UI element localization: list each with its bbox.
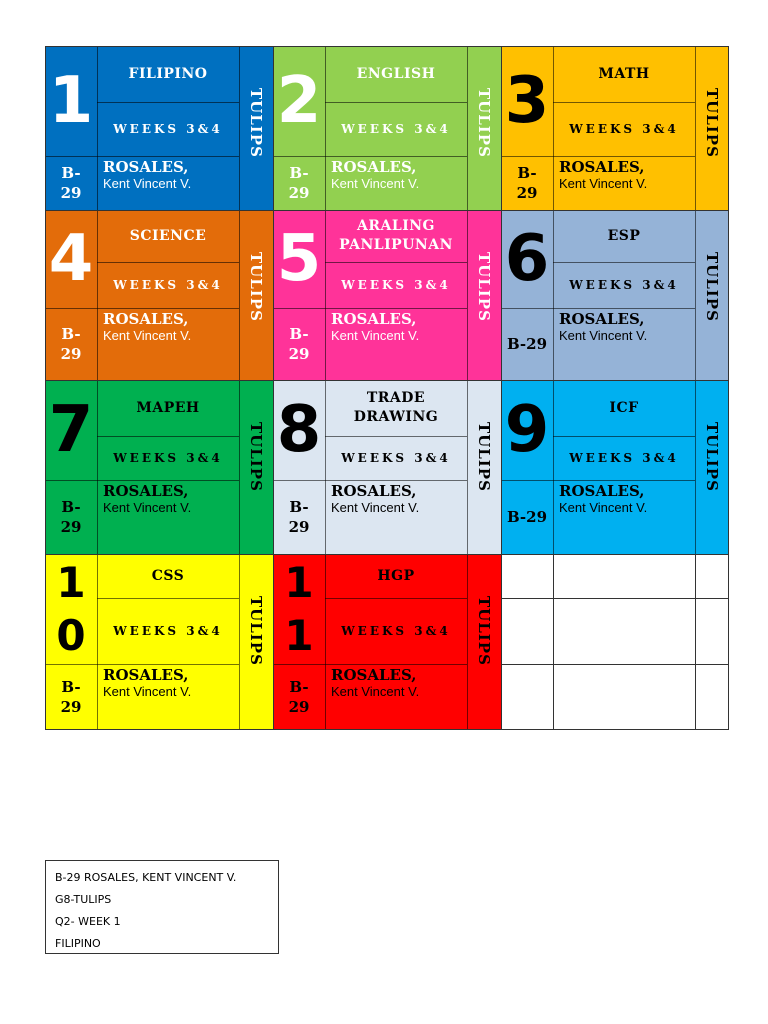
card-teacher: [559, 482, 695, 516]
card-code: B-29: [506, 335, 548, 353]
section-text: TULIPS: [475, 88, 493, 158]
card-weeks: WEEKS 3&4: [341, 624, 451, 638]
card-section-label: [239, 554, 273, 730]
teacher-last-name: ROSALES,: [103, 158, 189, 176]
card-teacher: [103, 310, 239, 344]
label-student: B-29 ROSALES, KENT VINCENT V.: [55, 871, 237, 884]
teacher-first-name: Kent Vincent V.: [559, 328, 648, 343]
card-weeks: WEEKS 3&4: [569, 122, 679, 136]
card-weeks: WEEKS 3&4: [569, 451, 679, 465]
grid-line: [45, 729, 729, 730]
label-quarter-week: Q2- WEEK 1: [55, 915, 121, 928]
subject-card: [273, 210, 501, 380]
teacher-last-name: ROSALES,: [331, 666, 417, 684]
teacher-last-name: ROSALES,: [559, 482, 645, 500]
card-subject: MATH: [598, 65, 650, 82]
card-number: 2: [276, 64, 322, 138]
card-teacher: [331, 158, 467, 192]
card-number: 7: [48, 393, 94, 467]
subject-card: [501, 210, 729, 380]
teacher-last-name: ROSALES,: [103, 482, 189, 500]
card-section-label: [695, 46, 729, 210]
card-teacher: [103, 482, 239, 516]
subject-card: [45, 554, 273, 730]
card-teacher: [331, 482, 467, 516]
card-subject: ENGLISH: [356, 65, 436, 82]
section-text: TULIPS: [247, 422, 265, 492]
card-teacher: [559, 158, 695, 192]
cell-divider: [695, 554, 696, 730]
card-weeks: WEEKS 3&4: [341, 451, 451, 465]
card-teacher: [103, 158, 239, 192]
grid-line: [728, 46, 729, 730]
teacher-first-name: Kent Vincent V.: [331, 500, 420, 515]
card-number: 9: [504, 393, 550, 467]
card-teacher: [103, 666, 239, 700]
teacher-last-name: ROSALES,: [331, 310, 417, 328]
grid-line: [45, 554, 729, 555]
card-number-digit: 1: [284, 611, 314, 660]
card-weeks: WEEKS 3&4: [113, 451, 223, 465]
teacher-last-name: ROSALES,: [103, 310, 189, 328]
card-weeks: WEEKS 3&4: [113, 122, 223, 136]
card-number: [273, 554, 325, 664]
card-section-label: [467, 380, 501, 554]
card-subject: CSS: [151, 567, 185, 584]
card-code: B- 29: [516, 164, 538, 202]
card-code: B- 29: [60, 498, 82, 536]
teacher-first-name: Kent Vincent V.: [103, 176, 192, 191]
cell-divider: [501, 598, 729, 599]
teacher-last-name: ROSALES,: [331, 482, 417, 500]
card-code: B-29: [506, 508, 548, 526]
subject-card: [501, 46, 729, 210]
label-section: G8-TULIPS: [55, 893, 112, 906]
card-number-digit: 1: [56, 558, 86, 607]
section-text: TULIPS: [475, 422, 493, 492]
card-teacher: [331, 310, 467, 344]
card-subject: FILIPINO: [128, 65, 208, 82]
card-section-label: [467, 210, 501, 380]
grid-line: [45, 380, 729, 381]
card-code: B- 29: [60, 164, 82, 202]
card-code: B- 29: [288, 325, 310, 363]
card-section-label: [467, 554, 501, 730]
teacher-first-name: Kent Vincent V.: [331, 328, 420, 343]
card-weeks: WEEKS 3&4: [113, 624, 223, 638]
card-number: [45, 554, 97, 664]
card-section-label: [467, 46, 501, 210]
card-weeks: WEEKS 3&4: [113, 278, 223, 292]
subject-card: [45, 380, 273, 554]
section-text: TULIPS: [703, 88, 721, 158]
grid-line: [501, 46, 502, 730]
empty-card: [501, 554, 729, 730]
teacher-first-name: Kent Vincent V.: [559, 500, 648, 515]
section-text: TULIPS: [247, 88, 265, 158]
teacher-last-name: ROSALES,: [559, 310, 645, 328]
card-teacher: [559, 310, 695, 344]
section-text: TULIPS: [475, 596, 493, 666]
card-number-digit: 1: [284, 558, 314, 607]
card-number-digit: 0: [56, 611, 86, 660]
subject-card-grid: [45, 46, 729, 730]
teacher-first-name: Kent Vincent V.: [103, 500, 192, 515]
subject-card: [45, 46, 273, 210]
subject-card: [273, 380, 501, 554]
card-section-label: [239, 210, 273, 380]
section-text: TULIPS: [247, 596, 265, 666]
section-text: TULIPS: [247, 252, 265, 322]
subject-card: [273, 46, 501, 210]
card-code: B- 29: [60, 325, 82, 363]
card-weeks: WEEKS 3&4: [569, 278, 679, 292]
card-section-label: [695, 210, 729, 380]
subject-card: [501, 380, 729, 554]
card-subject: SCIENCE: [129, 227, 207, 244]
card-teacher: [331, 666, 467, 700]
subject-card: [45, 210, 273, 380]
teacher-first-name: Kent Vincent V.: [559, 176, 648, 191]
card-weeks: WEEKS 3&4: [341, 122, 451, 136]
cell-divider: [501, 664, 729, 665]
section-text: TULIPS: [703, 422, 721, 492]
grid-line: [45, 46, 729, 47]
card-number: 6: [504, 222, 550, 296]
teacher-last-name: ROSALES,: [331, 158, 417, 176]
card-subject: ESP: [607, 227, 641, 244]
teacher-first-name: Kent Vincent V.: [103, 684, 192, 699]
card-section-label: [695, 380, 729, 554]
subject-card: [273, 554, 501, 730]
grid-line: [45, 46, 46, 730]
card-code: B- 29: [288, 498, 310, 536]
section-text: TULIPS: [475, 252, 493, 322]
teacher-first-name: Kent Vincent V.: [103, 328, 192, 343]
card-subject: TRADE DRAWING: [353, 390, 439, 425]
card-weeks: WEEKS 3&4: [341, 278, 451, 292]
grid-line: [273, 46, 274, 730]
card-subject: MAPEH: [136, 399, 200, 416]
card-subject: ARALING PANLIPUNAN: [339, 218, 453, 253]
card-code: B- 29: [60, 678, 82, 716]
card-section-label: [239, 380, 273, 554]
grid-line: [45, 210, 729, 211]
card-code: B- 29: [288, 164, 310, 202]
teacher-first-name: Kent Vincent V.: [331, 684, 420, 699]
card-number: 3: [504, 64, 550, 138]
teacher-last-name: ROSALES,: [103, 666, 189, 684]
card-number: 5: [276, 222, 322, 296]
card-code: B- 29: [288, 678, 310, 716]
cell-divider: [553, 554, 554, 730]
card-subject: ICF: [609, 399, 639, 416]
label-box: [45, 860, 279, 954]
section-text: TULIPS: [703, 252, 721, 322]
card-section-label: [239, 46, 273, 210]
teacher-last-name: ROSALES,: [559, 158, 645, 176]
card-number: 4: [48, 222, 94, 296]
card-number: 1: [48, 64, 94, 138]
card-number: 8: [276, 393, 322, 467]
label-subject: FILIPINO: [55, 937, 101, 950]
card-subject: HGP: [377, 567, 415, 584]
teacher-first-name: Kent Vincent V.: [331, 176, 420, 191]
